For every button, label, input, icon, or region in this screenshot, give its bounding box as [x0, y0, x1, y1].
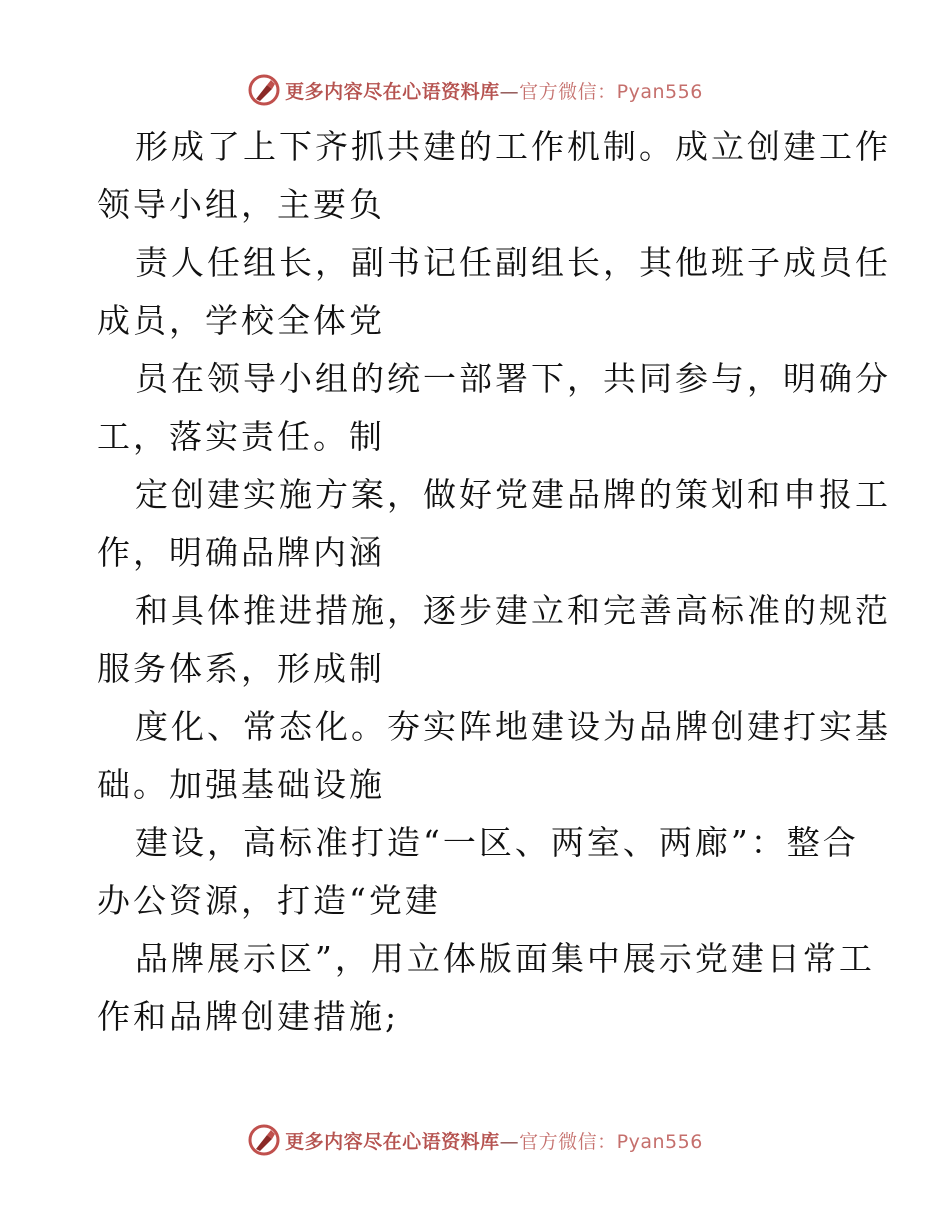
- paragraph-line: 员在领导小组的统一部署下，共同参与，明确分: [135, 359, 891, 398]
- banner-brand: 更多内容尽在心语资料库: [285, 1130, 500, 1153]
- banner-wechat: 官方微信：Pyan556: [519, 1130, 703, 1153]
- banner-text: [285, 77, 703, 104]
- paragraph-line: 领导小组，主要负: [97, 185, 385, 224]
- banner-dash: —: [499, 1130, 520, 1153]
- footer-banner: [0, 1122, 950, 1158]
- paragraph-line: 形成了上下齐抓共建的工作机制。成立创建工作: [135, 127, 891, 166]
- paragraph-line: 办公资源，打造“党建: [97, 881, 441, 920]
- paragraph: [97, 234, 891, 350]
- paragraph-line: 品牌展示区”，用立体版面集中展示党建日常工: [135, 939, 875, 978]
- document-body: [97, 118, 891, 1046]
- pen-nib-circle-icon: [247, 1123, 281, 1157]
- paragraph: [97, 466, 891, 582]
- paragraph-line: 工，落实责任。制: [97, 417, 385, 456]
- paragraph: [97, 930, 875, 1046]
- paragraph-line: 成员，学校全体党: [97, 301, 385, 340]
- paragraph: [97, 350, 891, 466]
- paragraph-line: 定创建实施方案，做好党建品牌的策划和申报工: [135, 475, 891, 514]
- paragraph: [97, 582, 891, 698]
- paragraph-line: 服务体系，形成制: [97, 649, 385, 688]
- banner-text: [285, 1127, 703, 1154]
- banner-dash: —: [499, 80, 520, 103]
- banner-brand: 更多内容尽在心语资料库: [285, 80, 500, 103]
- paragraph-line: 和具体推进措施，逐步建立和完善高标准的规范: [135, 591, 891, 630]
- paragraph-line: 作，明确品牌内涵: [97, 533, 385, 572]
- paragraph-line: 建设，高标准打造“一区、两室、两廊”：整合: [135, 823, 859, 862]
- paragraph-line: 责人任组长，副书记任副组长，其他班子成员任: [135, 243, 891, 282]
- paragraph: [97, 698, 891, 814]
- paragraph-line: 作和品牌创建措施;: [97, 997, 400, 1036]
- banner-wechat: 官方微信：Pyan556: [519, 80, 703, 103]
- paragraph: [97, 814, 857, 930]
- paragraph: [97, 118, 891, 234]
- paragraph-line: 础。加强基础设施: [97, 765, 385, 804]
- header-banner: [0, 72, 950, 108]
- pen-nib-circle-icon: [247, 73, 281, 107]
- paragraph-line: 度化、常态化。夯实阵地建设为品牌创建打实基: [135, 707, 891, 746]
